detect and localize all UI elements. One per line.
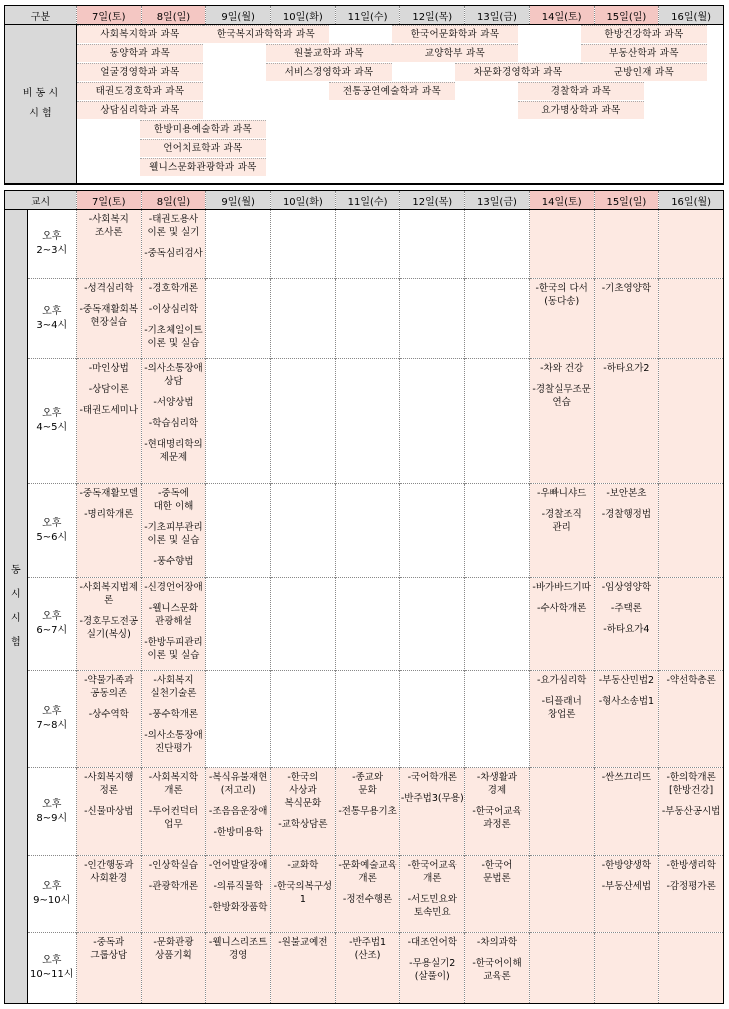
time-slot-row (5, 359, 724, 484)
exam-subject: -한의학개론 [한방건강] (666, 772, 716, 796)
exam-subject: -한국의복구성1 (273, 881, 333, 905)
day-header: 14일(토) (529, 191, 594, 210)
exam-subject: -부동산공시법 (661, 806, 721, 817)
exam-cell (594, 359, 659, 484)
exam-cell (529, 768, 594, 856)
exam-cell (76, 933, 141, 1004)
exam-cell (335, 933, 400, 1004)
exam-subject: -중독재활모델 (79, 488, 138, 499)
exam-subject: -한국어 문법론 (481, 860, 513, 884)
exam-subject: -원불교예전 (278, 937, 328, 948)
exam-subject: -학습심리학 (148, 418, 199, 429)
exam-subject: -투어컨덕터 업무 (148, 806, 199, 830)
exam-cell (335, 671, 400, 768)
exam-cell (76, 484, 141, 578)
day-header: 13일(금) (465, 6, 530, 25)
exam-cell (529, 933, 594, 1004)
exam-subject: -의사소통장애 진단평가 (144, 730, 203, 754)
exam-subject: -바가바드기따 (532, 582, 591, 593)
header-category: 구분 (5, 6, 77, 25)
exam-cell (76, 671, 141, 768)
time-slot-label: 오후 6~7시 (27, 578, 76, 671)
exam-cell (271, 933, 336, 1004)
exam-subject: -의류직물학 (213, 881, 263, 892)
exam-subject: -신물마상법 (84, 806, 134, 817)
exam-subject: -문화예술교육 개론 (338, 860, 397, 884)
exam-cell (659, 671, 724, 768)
nonsync-course: 언어치료학과 과목 (140, 139, 266, 157)
time-slot-label: 오후 7~8시 (27, 671, 76, 768)
time-slot-row (5, 768, 724, 856)
exam-cell (141, 359, 206, 484)
exam-cell (400, 210, 465, 279)
exam-subject: -교학상담론 (278, 819, 328, 830)
exam-subject: -웰니스리조트 경영 (208, 937, 268, 961)
exam-cell (335, 279, 400, 359)
nonsync-label: 비 동 시 시 험 (5, 25, 77, 184)
exam-cell (141, 856, 206, 933)
time-slot-row (5, 856, 724, 933)
day-header: 15일(일) (594, 6, 659, 25)
exam-subject: -문화관광 상품기획 (153, 937, 194, 961)
time-slot-row (5, 210, 724, 279)
exam-subject: -한국의 다서 (동다송) (535, 283, 588, 307)
exam-subject: -보안본초 (606, 488, 647, 499)
day-header: 15일(일) (594, 191, 659, 210)
exam-cell (659, 359, 724, 484)
exam-subject: -풍수향법 (153, 556, 194, 567)
exam-subject: -신경언어장애 (144, 582, 203, 593)
exam-cell (206, 933, 271, 1004)
exam-subject: -명리학개론 (84, 509, 134, 520)
nonsync-course: 웰니스문화관광학과 과목 (140, 158, 266, 176)
exam-cell (400, 933, 465, 1004)
exam-subject: -복식유불재현 (저고리) (208, 772, 268, 796)
exam-subject: -한방생리학 (666, 860, 716, 871)
exam-subject: -웰니스문화 관광해설 (148, 603, 199, 627)
exam-subject: -한방미용학 (213, 827, 263, 838)
nonsync-course: 한방건강학과 과목 (581, 25, 707, 43)
exam-subject: -서양상법 (153, 397, 194, 408)
exam-cell (335, 578, 400, 671)
nonsync-course: 교양학부 과목 (392, 44, 518, 62)
exam-subject: -약선학총론 (666, 675, 716, 686)
sync-label: 동 시 시 험 (5, 210, 28, 1004)
exam-subject: -하타요가2 (603, 363, 650, 374)
time-slot-row (5, 933, 724, 1004)
exam-cell (76, 279, 141, 359)
exam-cell (271, 279, 336, 359)
exam-subject: -기초체일이트 이론 및 실습 (144, 325, 203, 349)
exam-cell (335, 484, 400, 578)
exam-cell (271, 671, 336, 768)
exam-subject: -기초피부관리 이론 및 실습 (144, 522, 203, 546)
exam-subject: -차생활과 경제 (476, 772, 518, 796)
exam-subject: -언어발달장애 (208, 860, 268, 871)
exam-subject: -요가심리학 (537, 675, 587, 686)
exam-cell (271, 856, 336, 933)
time-slot-row (5, 671, 724, 768)
exam-subject: -반주법3(무용) (400, 793, 464, 804)
exam-subject: -경찰행정법 (601, 509, 652, 520)
exam-cell (76, 768, 141, 856)
exam-subject: -경호무도전공 실기(복싱) (79, 616, 138, 640)
exam-subject: -조음음운장애 (208, 806, 268, 817)
exam-cell (594, 210, 659, 279)
exam-cell (465, 210, 530, 279)
time-slot-label: 오후 4~5시 (27, 359, 76, 484)
exam-cell (529, 484, 594, 578)
time-slot-row (5, 484, 724, 578)
time-slot-label: 오후 5~6시 (27, 484, 76, 578)
day-header: 10일(화) (271, 6, 336, 25)
exam-cell (141, 484, 206, 578)
exam-cell (529, 578, 594, 671)
nonsync-course: 요가명상학과 과목 (518, 101, 644, 119)
exam-cell (206, 671, 271, 768)
exam-cell (206, 578, 271, 671)
exam-cell (141, 578, 206, 671)
exam-subject: -한국의 사상과 복식문화 (284, 772, 322, 809)
time-slot-label: 오후 9~10시 (27, 856, 76, 933)
time-slot-label: 오후 10~11시 (27, 933, 76, 1004)
exam-cell (141, 671, 206, 768)
exam-cell (141, 933, 206, 1004)
exam-subject: -한방화장품학 (208, 902, 268, 913)
exam-subject: -경찰조직 관리 (541, 509, 582, 533)
exam-subject: -국어학개론 (407, 772, 457, 783)
exam-subject: -사회복지 조사론 (88, 214, 129, 238)
exam-subject: -싼쓰끄리뜨 (601, 772, 652, 783)
nonsync-course: 원불교학과 과목 (266, 44, 392, 62)
day-header: 12일(목) (400, 191, 465, 210)
exam-subject: -티플래너 창업론 (541, 696, 582, 720)
header-period: 교시 (5, 191, 77, 210)
exam-subject: -사회복지법제론 (79, 582, 138, 606)
exam-subject: -인상학실습 (148, 860, 199, 871)
nonsync-course: 경찰학과 과목 (518, 82, 644, 100)
exam-subject: -우빠니샤드 (537, 488, 587, 499)
exam-subject: -서도민요와 토속민요 (407, 894, 457, 918)
exam-cell (659, 210, 724, 279)
exam-cell (465, 578, 530, 671)
exam-subject: -부동산민법2 (598, 675, 655, 686)
exam-cell (400, 671, 465, 768)
exam-cell (659, 484, 724, 578)
nonsync-course: 전통공연예술학과 과목 (329, 82, 455, 100)
day-header: 12일(목) (400, 6, 465, 25)
exam-cell (594, 671, 659, 768)
exam-cell (465, 279, 530, 359)
exam-cell (529, 671, 594, 768)
exam-subject: -무용실기2 (살풀이) (409, 958, 456, 982)
day-header: 10일(화) (271, 191, 336, 210)
day-header: 9일(월) (206, 191, 271, 210)
day-header: 16일(월) (659, 191, 724, 210)
day-header: 14일(토) (529, 6, 594, 25)
exam-subject: -한국어교육 과정론 (472, 806, 522, 830)
nonsync-header-row (5, 6, 724, 25)
exam-cell (76, 856, 141, 933)
day-header: 16일(월) (659, 6, 724, 25)
exam-subject: -차의과학 (476, 937, 518, 948)
exam-cell (594, 856, 659, 933)
day-header: 9일(월) (206, 6, 271, 25)
exam-subject: -중독에 대한 이해 (153, 488, 194, 512)
exam-subject: -중독재활회복 현장실습 (79, 304, 138, 328)
nonsync-course: 차문화경영학과 과목 (455, 63, 581, 81)
sync-table (4, 190, 724, 1004)
sync-header-row (5, 191, 724, 210)
exam-cell (206, 279, 271, 359)
nonsync-course: 태권도경호학과 과목 (77, 82, 203, 100)
exam-subject: -임상영양학 (601, 582, 652, 593)
nonsync-table (4, 5, 724, 184)
exam-subject: -형사소송법1 (598, 696, 655, 707)
exam-subject: -한방두피관리 이론 및 실습 (144, 637, 203, 661)
time-slot-label: 오후 3~4시 (27, 279, 76, 359)
exam-subject: -관광학개론 (148, 881, 199, 892)
sync-body (5, 210, 724, 1004)
exam-cell (271, 484, 336, 578)
day-header: 8일(일) (141, 6, 206, 25)
exam-subject: -한국어이해 교육론 (472, 958, 522, 982)
exam-cell (465, 856, 530, 933)
exam-subject: -주택론 (610, 603, 642, 614)
exam-cell (271, 768, 336, 856)
exam-cell (206, 359, 271, 484)
exam-cell (659, 768, 724, 856)
exam-subject: -교화학 (287, 860, 319, 871)
time-slot-label: 오후 8~9시 (27, 768, 76, 856)
time-slot-row (5, 578, 724, 671)
exam-cell (76, 210, 141, 279)
exam-cell (206, 856, 271, 933)
exam-cell (206, 210, 271, 279)
exam-cell (529, 359, 594, 484)
exam-cell (659, 279, 724, 359)
time-slot-label: 오후 2~3시 (27, 210, 76, 279)
exam-cell (529, 279, 594, 359)
nonsync-course: 서비스경영학과 과목 (266, 63, 392, 81)
exam-cell (271, 210, 336, 279)
exam-cell (400, 578, 465, 671)
exam-cell (400, 484, 465, 578)
exam-subject: -한방양생학 (601, 860, 652, 871)
exam-cell (335, 856, 400, 933)
exam-cell (335, 210, 400, 279)
day-header: 8일(일) (141, 191, 206, 210)
exam-subject: -풍수학개론 (148, 709, 199, 720)
exam-cell (271, 359, 336, 484)
exam-cell (206, 768, 271, 856)
exam-cell (594, 484, 659, 578)
exam-cell (335, 359, 400, 484)
exam-cell (594, 933, 659, 1004)
time-slot-row (5, 279, 724, 359)
exam-subject: -한국어교육 개론 (407, 860, 457, 884)
exam-subject: -사회복지학 개론 (148, 772, 199, 796)
exam-subject: -상수역학 (88, 709, 129, 720)
exam-subject: -차와 건강 (540, 363, 584, 374)
nonsync-course: 부동산학과 과목 (581, 44, 707, 62)
exam-subject: -사회복지 실천기술론 (150, 675, 197, 699)
nonsync-course: 상담심리학과 과목 (77, 101, 203, 119)
exam-cell (206, 484, 271, 578)
exam-subject: -성격심리학 (84, 283, 134, 294)
exam-cell (400, 279, 465, 359)
exam-cell (465, 768, 530, 856)
exam-cell (141, 210, 206, 279)
exam-cell (594, 578, 659, 671)
exam-cell (465, 484, 530, 578)
exam-subject: -태권도용사 이론 및 실기 (147, 214, 200, 238)
exam-subject: -반주법1 (산조) (349, 937, 387, 961)
day-header: 13일(금) (465, 191, 530, 210)
exam-cell (465, 671, 530, 768)
exam-subject: -전통무용기초 (338, 806, 397, 817)
exam-cell (659, 578, 724, 671)
exam-cell (594, 768, 659, 856)
exam-cell (465, 359, 530, 484)
exam-subject: -태권도세미나 (79, 405, 138, 416)
exam-subject: -종교와 문화 (352, 772, 384, 796)
exam-cell (659, 856, 724, 933)
exam-subject: -정전수행론 (342, 894, 393, 905)
exam-subject: -하타요가4 (603, 624, 650, 635)
nonsync-course: 군방인재 과목 (581, 63, 707, 81)
nonsync-course: 한국어문화학과 과목 (392, 25, 518, 43)
exam-subject: -의사소통장애 상담 (144, 363, 203, 387)
nonsync-course: 얼굴경영학과 과목 (77, 63, 203, 81)
exam-cell (659, 933, 724, 1004)
exam-cell (529, 210, 594, 279)
exam-subject: -기초영양학 (601, 283, 652, 294)
exam-cell (271, 578, 336, 671)
nonsync-course: 사회복지학과 과목 (77, 25, 203, 43)
exam-subject: -인간행동과 사회환경 (84, 860, 134, 884)
exam-subject: -마인상법 (88, 363, 129, 374)
exam-subject: -약물가족과 공동의존 (84, 675, 134, 699)
nonsync-course: 동양학과 과목 (77, 44, 203, 62)
exam-subject: -이상심리학 (148, 304, 199, 315)
exam-subject: -대조언어학 (407, 937, 457, 948)
exam-subject: -중독과 그룹상담 (90, 937, 128, 961)
exam-cell (76, 359, 141, 484)
exam-subject: -중독심리검사 (144, 248, 203, 259)
exam-subject: -수사학개론 (537, 603, 587, 614)
exam-cell (400, 768, 465, 856)
nonsync-body (76, 25, 723, 184)
exam-subject: -상담이론 (88, 384, 129, 395)
exam-cell (594, 279, 659, 359)
day-header: 11일(수) (335, 191, 400, 210)
day-header: 7일(토) (76, 6, 141, 25)
exam-cell (400, 359, 465, 484)
nonsync-course: 한국복지과학학과 과목 (203, 25, 329, 43)
exam-cell (465, 933, 530, 1004)
exam-cell (141, 279, 206, 359)
exam-subject: -부동산세법 (601, 881, 652, 892)
day-header: 11일(수) (335, 6, 400, 25)
exam-subject: -사회복지행 정론 (84, 772, 134, 796)
exam-cell (529, 856, 594, 933)
exam-cell (76, 578, 141, 671)
exam-cell (335, 768, 400, 856)
day-header: 7일(토) (76, 191, 141, 210)
exam-subject: -감정평가론 (666, 881, 716, 892)
exam-cell (400, 856, 465, 933)
exam-subject: -경찰실무조문 연습 (532, 384, 591, 408)
exam-cell (141, 768, 206, 856)
exam-subject: -경호학개론 (148, 283, 199, 294)
exam-subject: -현대명리학의 제문제 (144, 439, 203, 463)
nonsync-course: 한방미용예술학과 과목 (140, 120, 266, 138)
